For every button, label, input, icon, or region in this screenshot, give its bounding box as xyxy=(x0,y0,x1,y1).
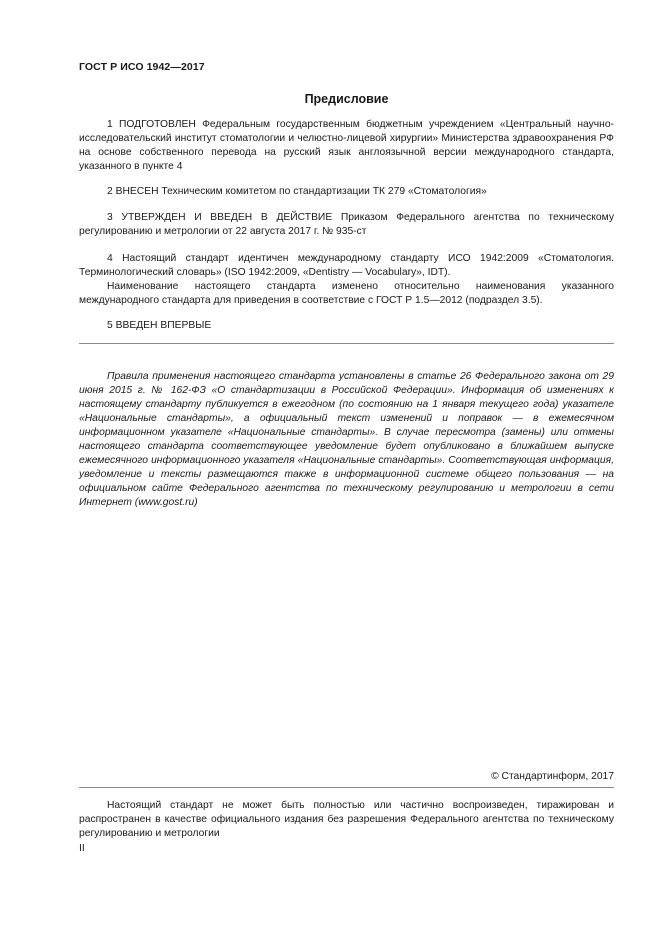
notice-block xyxy=(79,370,614,510)
paragraph-1-block xyxy=(79,118,614,174)
paragraph-4b: Наименование настоящего стандарта изменено относительно наименования указанного международного стандарта для приведения в соответствие с ГОСТ Р 1.5—2012 (подраздел 3.5). xyxy=(79,281,614,306)
document-code-header: ГОСТ Р ИСО 1942—2017 xyxy=(79,61,205,73)
paragraph-2-block xyxy=(79,185,614,199)
footer-separator-rule xyxy=(79,787,614,788)
paragraph-3: 3 УТВЕРЖДЕН И ВВЕДЕН В ДЕЙСТВИЕ Приказом Федерального агентства по техническому регулированию и метрологии от 22 августа 2017 г. № 935-ст xyxy=(79,212,614,237)
paragraph-4-block xyxy=(79,252,614,308)
footer-notice: Настоящий стандарт не может быть полностью или частично воспроизведен, тиражирован и распространен в качестве официального издания без разрешения Федерального агентства по техническому регулированию и метрологии xyxy=(79,800,614,839)
footer-notice-block xyxy=(79,799,614,841)
paragraph-4a: 4 Настоящий стандарт идентичен международному стандарту ИСО 1942:2009 «Стоматология. Терминологический словарь» (ISO 1942:2009, «Dentistry — Vocabulary», IDT). xyxy=(79,253,614,278)
copyright-line: © Стандартинформ, 2017 xyxy=(491,771,614,782)
paragraph-3-block xyxy=(79,211,614,239)
page-number: II xyxy=(79,843,85,854)
paragraph-5-block xyxy=(79,319,614,333)
paragraph-1: 1 ПОДГОТОВЛЕН Федеральным государственным бюджетным учреждением «Центральный научно-исследовательский институт стоматологии и челюстно-лицевой хирургии» Министерства здравоохранения РФ на основе собственного перевода на русский язык англоязычной версии международного стандарта, указанного в пункте 4 xyxy=(79,119,614,172)
paragraph-2: 2 ВНЕСЕН Техническим комитетом по стандартизации ТК 279 «Стоматология» xyxy=(107,186,487,197)
notice-paragraph: Правила применения настоящего стандарта установлены в статье 26 Федерального закона от 29 июня 2015 г. № 162-ФЗ «О стандартизации в Российской Федерации». Информация об изменениях к настоящему стандарту публикуется в ежегодном (по состоянию на 1 января текущего года) указателе «Национальные стандарты», а официальный текст изменений и поправок — в ежемесячном информационном указателе «Национальные стандарты». В случае пересмотра (замены) или отмены настоящего стандарта соответствующее уведомление будет опубликовано в ближайшем выпуске ежемесячного информационного указателя «Национальные стандарты». Соответствующая информация, уведомление и тексты размещаются также в информационной системе общего пользования — на официальном сайте Федерального агентства по техническому регулированию и метрологии в сети Интернет (www.gost.ru) xyxy=(79,371,614,508)
paragraph-5: 5 ВВЕДЕН ВПЕРВЫЕ xyxy=(107,320,212,331)
page-title: Предисловие xyxy=(304,92,389,106)
separator-rule xyxy=(79,343,614,344)
